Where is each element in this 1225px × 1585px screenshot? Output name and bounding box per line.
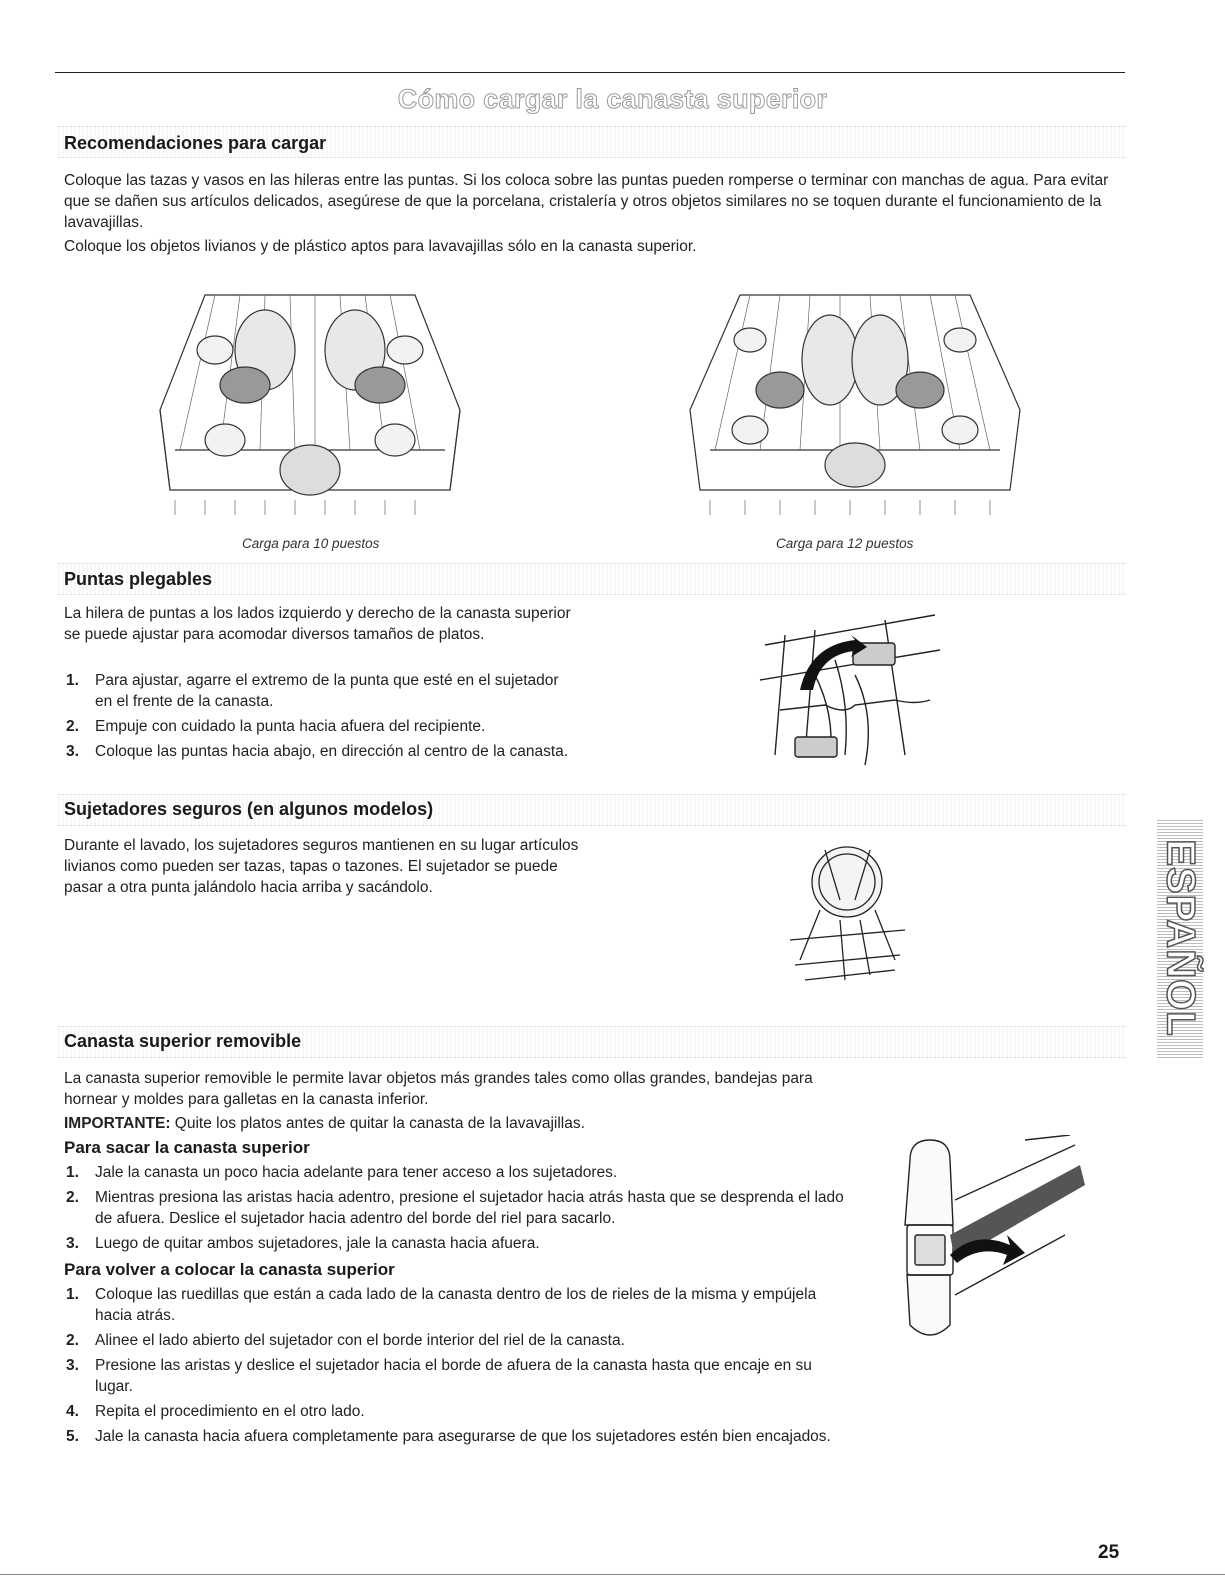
section-heading-removable: Canasta superior removible (64, 1031, 302, 1051)
top-rule (55, 72, 1125, 73)
language-side-tab-label: ESPAÑOL (1158, 839, 1203, 1037)
folding-tines-illustration (755, 605, 955, 770)
tines-steps (64, 670, 574, 766)
section-heading-tines: Puntas plegables (64, 569, 213, 589)
basket-rail-clip-illustration (895, 1135, 1095, 1345)
remove-basket-heading: Para sacar la canasta superior (64, 1138, 310, 1157)
secure-clip-illustration (785, 840, 910, 990)
basket-10-place-illustration (145, 290, 475, 525)
important-note: IMPORTANTE: Quite los platos antes de quitar la canasta de la lavavajillas. (64, 1115, 585, 1132)
list-item: 2. Empuje con cuidado la punta hacia afuera del recipiente. (66, 718, 486, 735)
caption-12-place: Carga para 12 puestos (776, 536, 914, 551)
list-item: 1. Coloque las ruedillas que están a cada lado de la canasta dentro de los de rieles de la misma y empújela hacia atrás. (66, 1286, 817, 1324)
removable-intro: La canasta superior removible le permite lavar objetos más grandes tales como ollas grandes, bandejas para hornear y moldes para galletas en la canasta inferior. (64, 1070, 813, 1108)
list-item: 5. Jale la canasta hacia afuera completamente para asegurarse de que los sujetadores estén bien encajados. (66, 1428, 831, 1445)
remove-steps (64, 1162, 854, 1258)
section-heading-loading: Recomendaciones para cargar (64, 133, 327, 153)
list-item: 1. Para ajustar, agarre el extremo de la punta que esté en el sujetador en el frente de la canasta. (66, 672, 559, 710)
basket-12-place-illustration (680, 290, 1030, 525)
clips-text: Durante el lavado, los sujetadores seguros mantienen en su lugar artículos livianos como pueden ser tazas, tapas o tazones. El sujetador se puede pasar a otra punta jalándolo hacia arriba y sacándolo. (64, 837, 579, 896)
page-number: 25 (1098, 1542, 1120, 1563)
section-heading-clips: Sujetadores seguros (en algunos modelos) (64, 799, 434, 819)
replace-basket-heading: Para volver a colocar la canasta superior (64, 1260, 395, 1279)
bottom-rule (0, 1574, 1225, 1575)
list-item: 4. Repita el procedimiento en el otro lado. (66, 1403, 365, 1420)
loading-paragraph-2: Coloque los objetos livianos y de plástico aptos para lavavajillas sólo en la canasta superior. (64, 238, 697, 255)
list-item: 2. Alinee el lado abierto del sujetador con el borde interior del riel de la canasta. (66, 1332, 625, 1349)
tines-intro: La hilera de puntas a los lados izquierdo y derecho de la canasta superior se puede ajustar para acomodar diversos tamaños de platos. (64, 605, 571, 643)
list-item: 3. Presione las aristas y deslice el sujetador hacia el borde de afuera de la canasta hasta que encaje en su lugar. (66, 1357, 812, 1395)
list-item: 2. Mientras presiona las aristas hacia adentro, presione el sujetador hacia atrás hasta que se desprenda el lado de afuera. Deslice el sujetador hacia adentro del borde del riel para sacarlo. (66, 1189, 844, 1227)
caption-10-place: Carga para 10 puestos (242, 536, 380, 551)
list-item: 3. Coloque las puntas hacia abajo, en dirección al centro de la canasta. (66, 743, 569, 760)
replace-steps (64, 1284, 854, 1451)
list-item: 3. Luego de quitar ambos sujetadores, jale la canasta hacia afuera. (66, 1235, 540, 1252)
section-bar (58, 563, 1126, 595)
page-title: Cómo cargar la canasta superior (397, 84, 828, 114)
loading-paragraph-1: Coloque las tazas y vasos en las hileras entre las puntas. Si los coloca sobre las puntas pueden romperse o terminar con manchas de agua. Para evitar que se dañen sus artículos delicados, asegúrese de que la porcelana, cristalería y otros objetos similares no se toquen durante el funcionamiento de la lavavajillas. (64, 172, 1109, 231)
list-item: 1. Jale la canasta un poco hacia adelante para tener acceso a los sujetadores. (66, 1164, 618, 1181)
